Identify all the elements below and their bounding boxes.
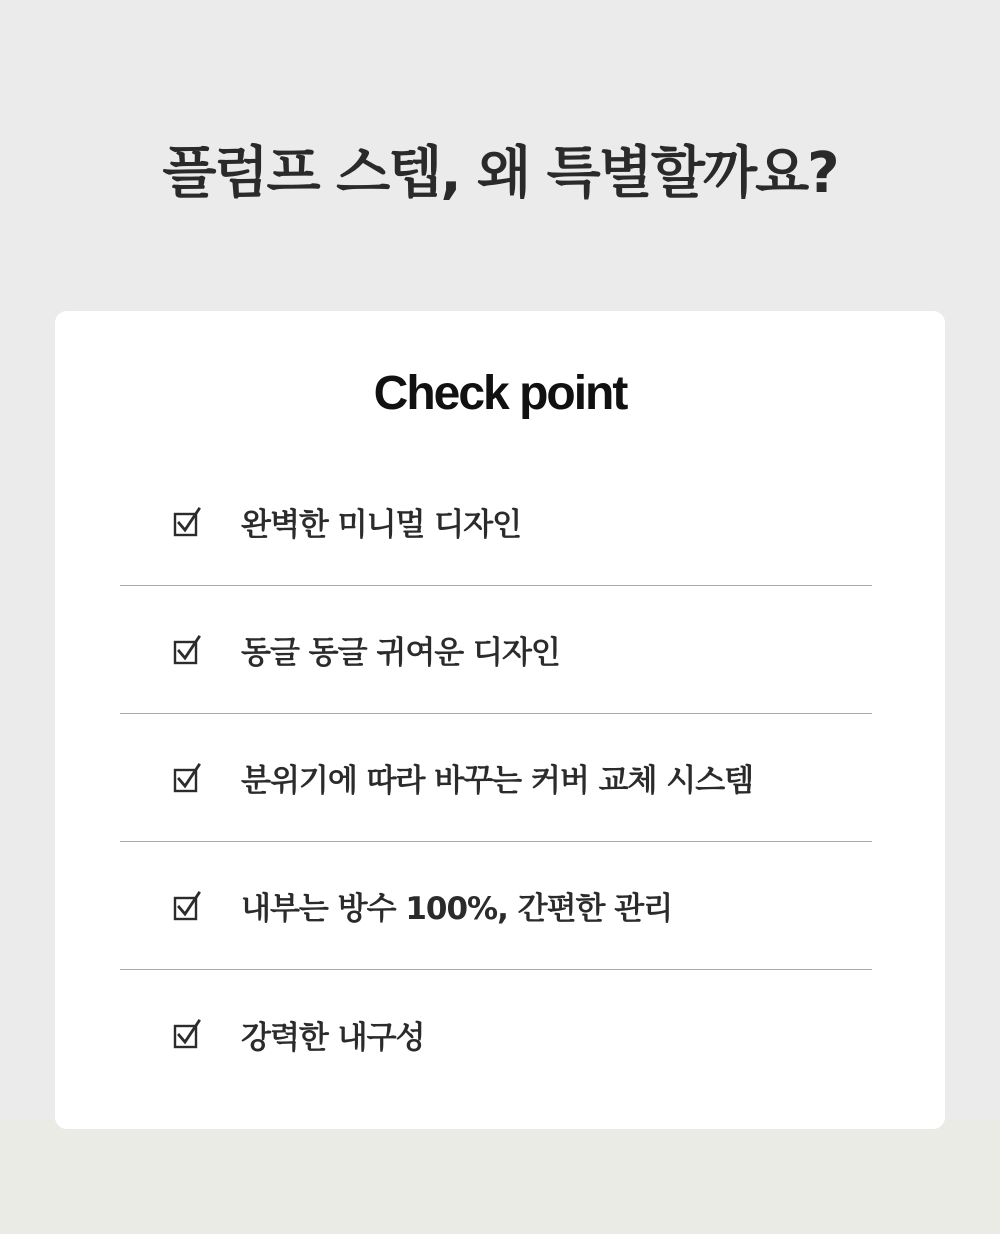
check-point-label: 강력한 내구성 (241, 1019, 425, 1056)
check-point-item (120, 970, 872, 1098)
checkbox-checked-icon (173, 506, 203, 538)
checkbox-checked-icon (173, 634, 203, 666)
page-title: 플럼프 스텝, 왜 특별할까요? (162, 141, 838, 206)
check-point-item (120, 714, 872, 842)
check-point-item (120, 586, 872, 714)
card-title: Check point (373, 367, 627, 420)
check-point-label: 내부는 방수 100%, 간편한 관리 (241, 891, 673, 927)
check-point-list (120, 458, 872, 1098)
bottom-background-band (0, 1120, 1000, 1234)
check-point-label: 동글 동글 귀여운 디자인 (241, 635, 560, 671)
check-point-label: 분위기에 따라 바꾸는 커버 교체 시스템 (241, 763, 754, 799)
check-point-item (120, 458, 872, 586)
checkbox-checked-icon (173, 1018, 203, 1050)
checkbox-checked-icon (173, 762, 203, 794)
check-point-label: 완벽한 미니멀 디자인 (241, 507, 522, 543)
checkbox-checked-icon (173, 890, 203, 922)
check-point-item (120, 842, 872, 970)
